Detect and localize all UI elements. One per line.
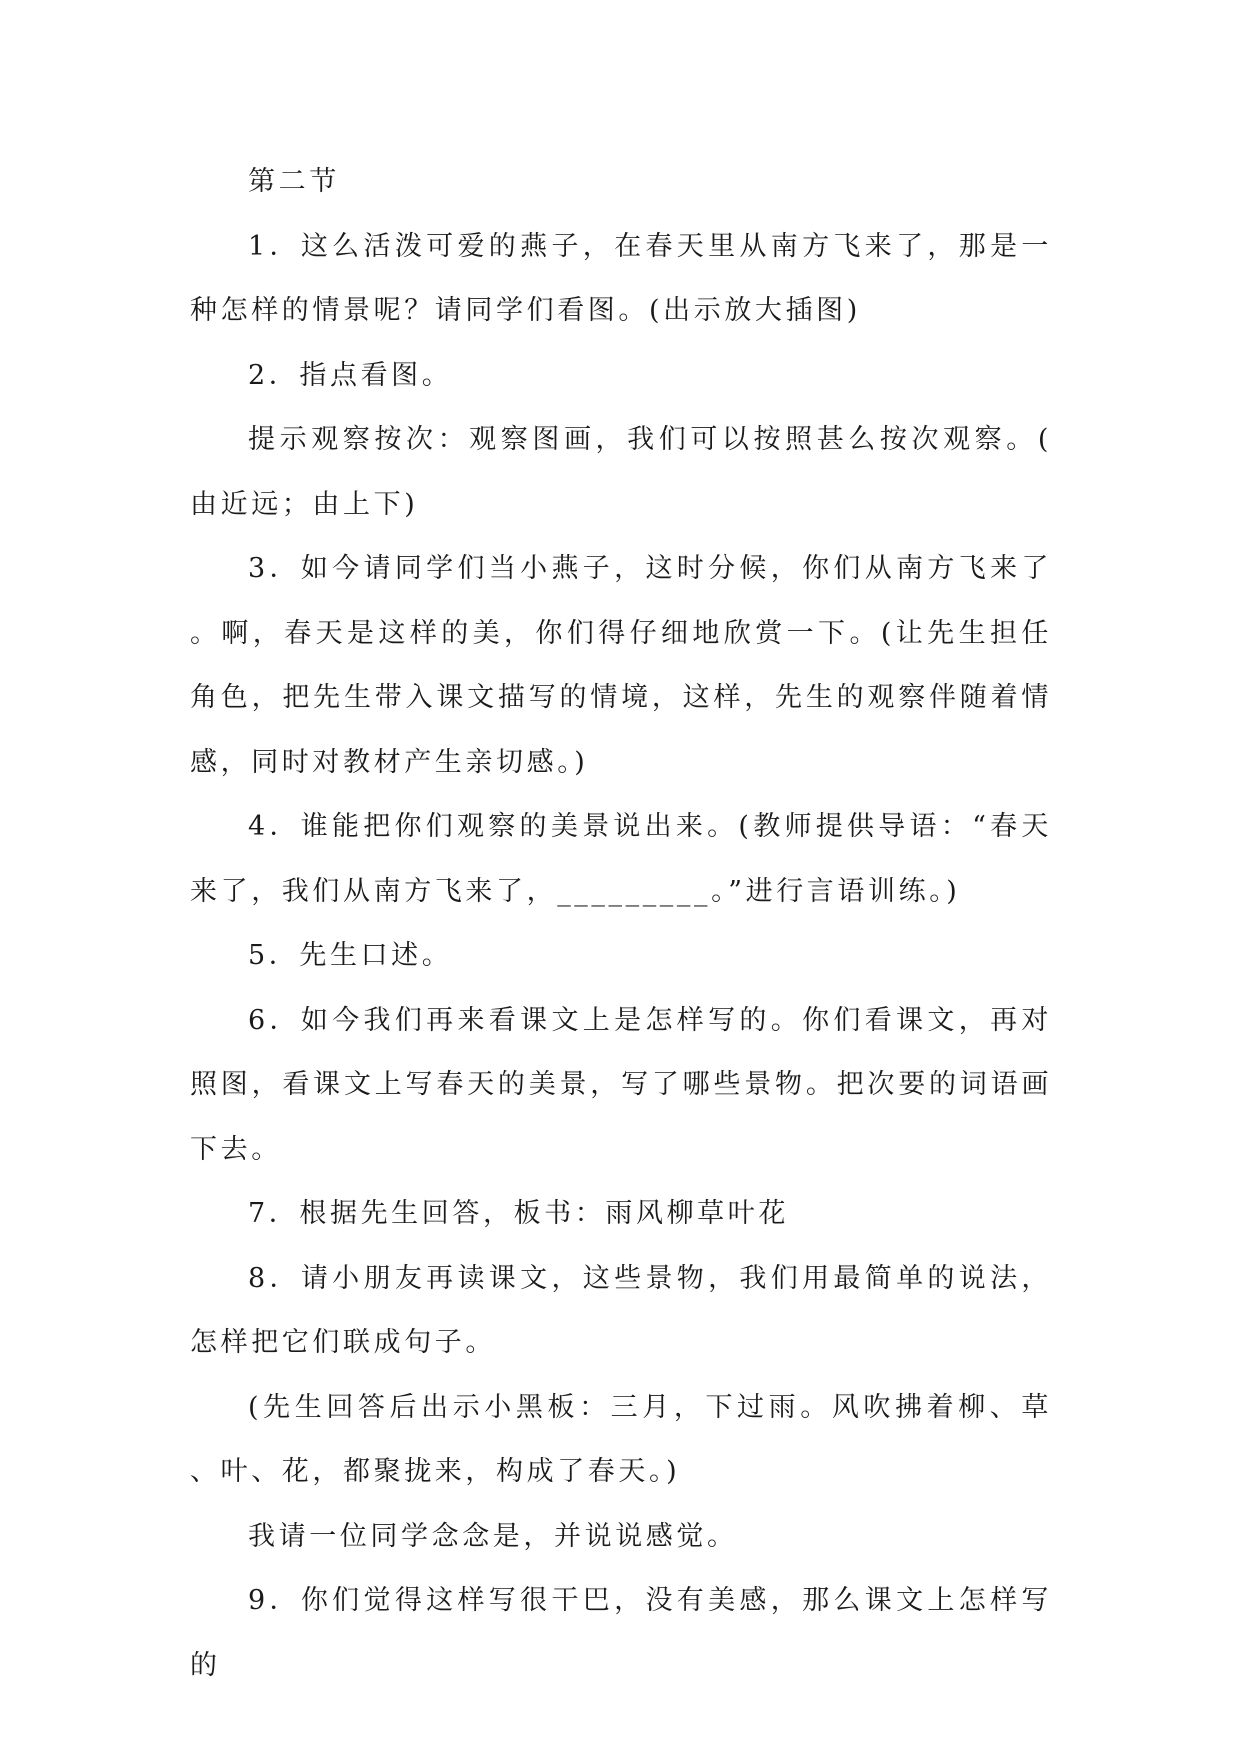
paragraph-3: 3．如今请同学们当小燕子，这时分候，你们从南方飞来了。啊，春天是这样的美，你们得仔细地欣赏一下。(让先生担任角色，把先生带入课文描写的情境，这样，先生的观察伴随着情感，同时对教材产生亲切感。) xyxy=(190,553,1052,778)
document-page xyxy=(190,150,1052,1698)
paragraph-6: 6．如今我们再来看课文上是怎样写的。你们看课文，再对照图，看课文上写春天的美景，写了哪些景物。把次要的词语画下去。 xyxy=(190,1004,1052,1165)
section-heading: 第二节 xyxy=(248,166,340,197)
paragraph-observation-hint: 提示观察按次：观察图画，我们可以按照甚么按次观察。(由近远；由上下) xyxy=(190,424,1052,520)
paragraph-5: 5．先生口述。 xyxy=(248,940,453,971)
paragraph-reading-prompt: 我请一位同学念念是，并说说感觉。 xyxy=(248,1520,738,1552)
paragraph-8: 8．请小朋友再读课文，这些景物，我们用最简单的说法，怎样把它们联成句子。 xyxy=(190,1262,1052,1358)
paragraph-1: 1．这么活泼可爱的燕子，在春天里从南方飞来了，那是一种怎样的情景呢？请同学们看图。(出示放大插图) xyxy=(190,230,1052,326)
paragraph-9: 9．你们觉得这样写很干巴，没有美感，那么课文上怎样写的 xyxy=(190,1585,1052,1681)
paragraph-blackboard-note: (先生回答后出示小黑板：三月，下过雨。风吹拂着柳、草、叶、花，都聚拢来，构成了春天。) xyxy=(190,1391,1052,1487)
paragraph-4: 4．谁能把你们观察的美景说出来。(教师提供导语：“春天来了，我们从南方飞来了，_________。”进行言语训练。) xyxy=(190,811,1052,907)
paragraph-2: 2．指点看图。 xyxy=(248,359,453,391)
paragraph-7: 7．根据先生回答，板书：雨风柳草叶花 xyxy=(248,1198,789,1229)
